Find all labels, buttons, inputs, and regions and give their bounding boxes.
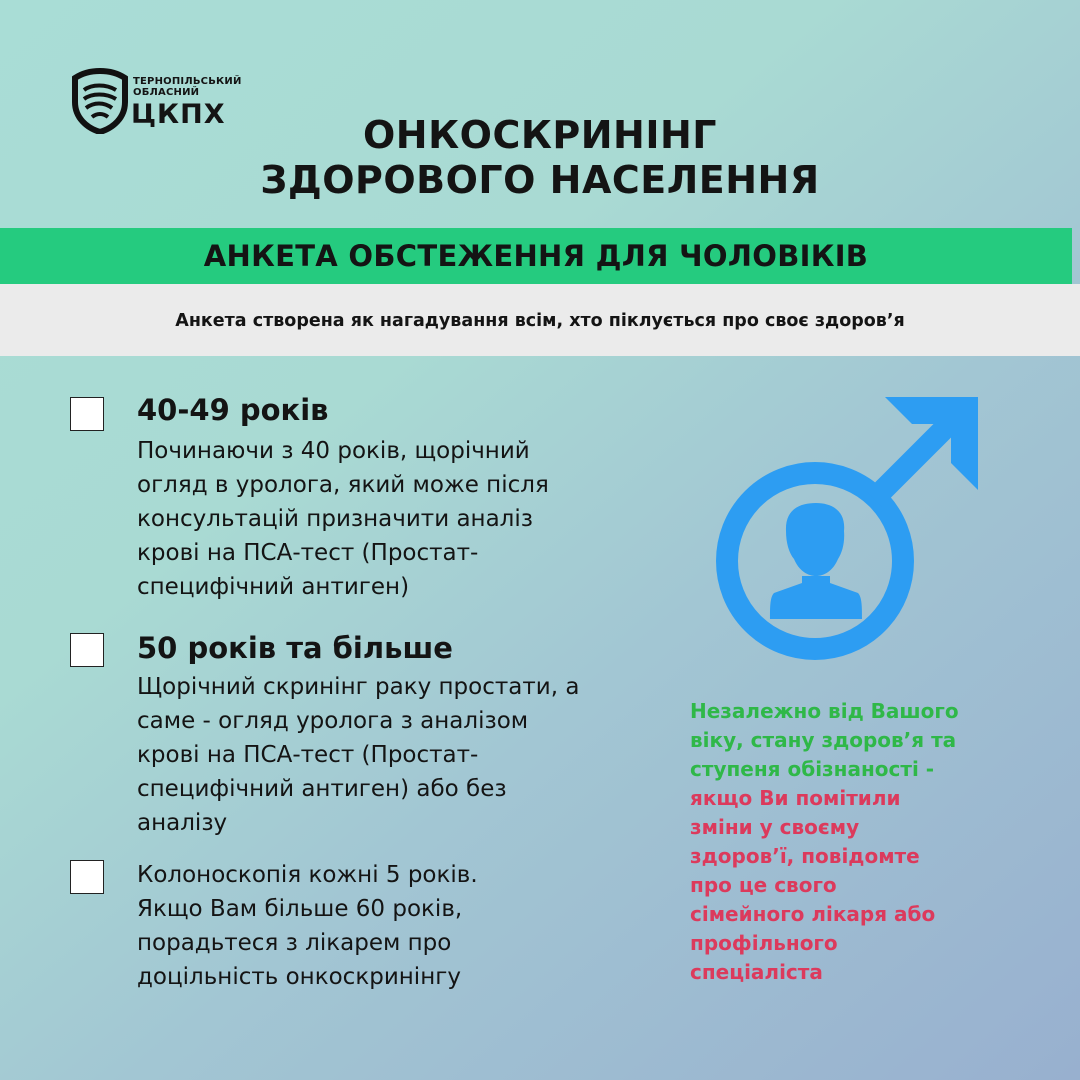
item-text-line: Починаючи з 40 років, щорічний [137, 438, 530, 464]
item-text-line: специфічний антиген) [137, 574, 410, 600]
item-text-line: доцільність онкоскринінгу [137, 964, 461, 990]
note-green-line: віку, стану здоров’я та [690, 728, 957, 752]
item-text-line: крові на ПСА-тест (Простат- [137, 540, 479, 566]
checkbox-50-plus[interactable] [70, 633, 104, 667]
male-symbol-icon [712, 393, 982, 663]
item-text-line: Щорічний скринінг раку простати, а [137, 674, 580, 700]
note-green-line: Незалежно від Вашого [690, 699, 959, 723]
banner: АНКЕТА ОБСТЕЖЕННЯ ДЛЯ ЧОЛОВІКІВ [0, 228, 1072, 284]
logo-line-2: ОБЛАСНИЙ [133, 87, 200, 98]
person-silhouette-icon [770, 503, 862, 619]
item-text-line: огляд в уролога, який може після [137, 472, 549, 498]
item-title-50-plus: 50 років та більше [137, 631, 453, 665]
item-text-line: крові на ПСА-тест (Простат- [137, 742, 479, 768]
logo-abbreviation: ЦКПХ [131, 99, 226, 130]
note-red-line: сімейного лікаря або [690, 902, 936, 926]
note-red-line: здоров’ї, повідомте [690, 844, 920, 868]
note-red-line: зміни у своєму [690, 815, 860, 839]
item-text-line: порадьтеся з лікарем про [137, 930, 452, 956]
note-red-line: спеціаліста [690, 960, 823, 984]
logo-line-1: ТЕРНОПІЛЬСЬКИЙ [133, 76, 242, 87]
subtitle: Анкета створена як нагадування всім, хто піклується про своє здоров’я [0, 284, 1080, 356]
item-text-line: саме - огляд уролога з аналізом [137, 708, 529, 734]
item-text-40-49 [137, 434, 637, 604]
item-text-line: Колоноскопія кожні 5 років. [137, 862, 478, 888]
item-text-colonoscopy [137, 858, 637, 994]
note-red-line: про це свого [690, 873, 837, 897]
item-text-line: специфічний антиген) або без [137, 776, 507, 802]
item-text-50-plus [137, 670, 637, 840]
item-title-40-49: 40-49 років [137, 393, 329, 427]
item-text-line: Якщо Вам більше 60 років, [137, 896, 463, 922]
item-text-line: консультацій призначити аналіз [137, 506, 533, 532]
item-text-line: аналізу [137, 810, 228, 836]
checkbox-colonoscopy[interactable] [70, 860, 104, 894]
note-red-line: якщо Ви помітили [690, 786, 901, 810]
note-red-line: профільного [690, 931, 838, 955]
title-line-2: ЗДОРОВОГО НАСЕЛЕННЯ [260, 158, 820, 202]
note-green-line: ступеня обізнаності - [690, 757, 935, 781]
note [690, 697, 990, 987]
checkbox-40-49[interactable] [70, 397, 104, 431]
title-line-1: ОНКОСКРИНІНГ [362, 113, 718, 157]
